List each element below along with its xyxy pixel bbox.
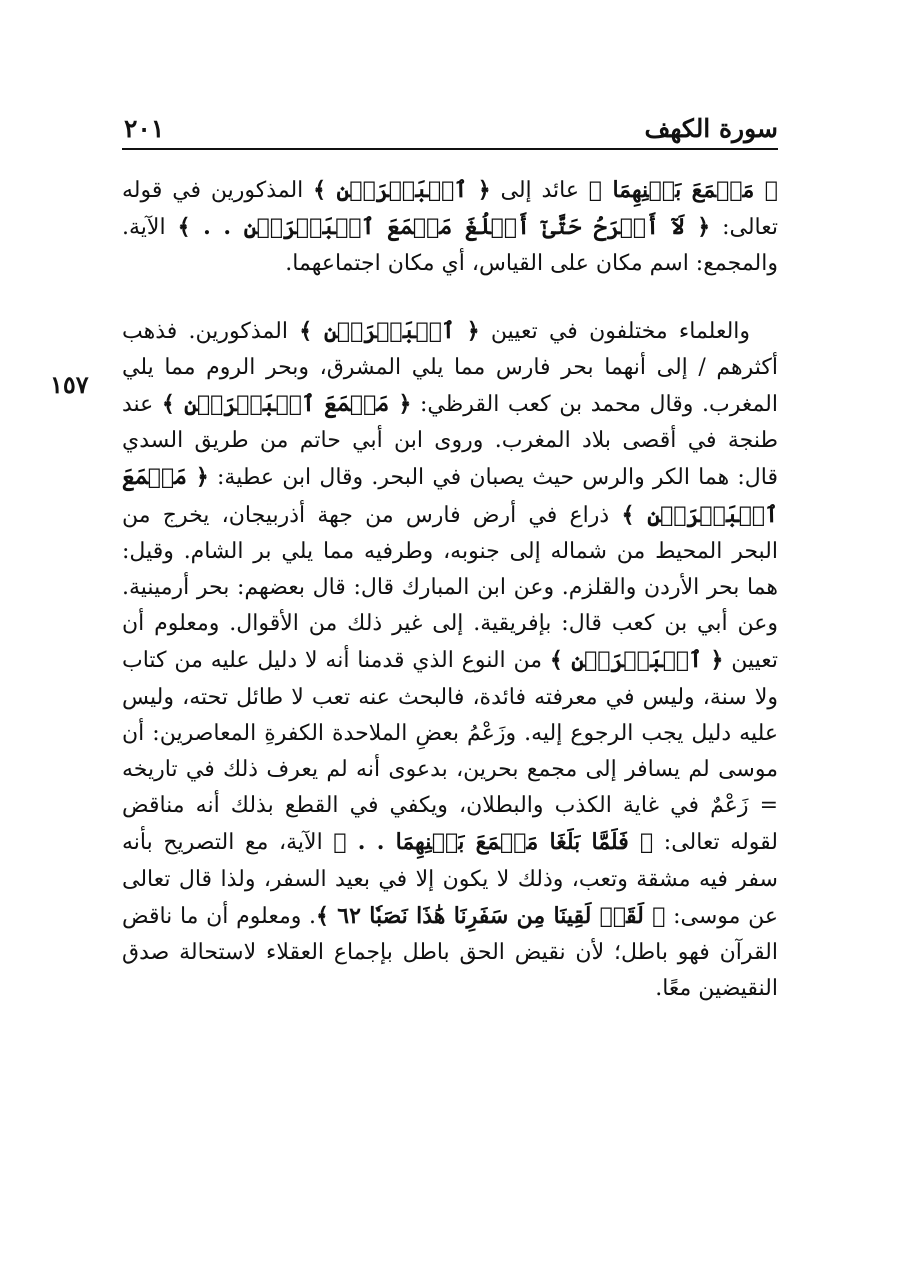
quran-quote: ﴿ مَجۡمَعَ بَيۡنِهِمَا ﴾: [588, 177, 778, 203]
body-text: [122, 172, 778, 1007]
paragraph-1: [122, 172, 778, 283]
text-segment: من النوع الذي قدمنا أنه لا دليل عليه من كتاب ولا سنة، وليس في معرفته فائدة، فالبحث عنه تعب لا طائل تحته، وليس عليه دليل يجب الرجوع إليه. وزَعْمُ بعضِ الملاحدة الكفرةِ المعاصرين: أن موسى لم يسافر إلى مجمع بحرين، بدعوى أنه لم يعرف ذلك في تاريخه = زَعْمٌ في غاية الكذب والبطلان، ويكفي في القطع بذلك أنه مناقض لقوله تعالى:: [122, 648, 778, 856]
quran-quote: ﴿ لَآ أَبۡرَحُ حَتَّىٰٓ أَبۡلُغَ مَجۡمَعَ ٱلۡبَحۡرَيۡنِ . . ﴾: [177, 214, 711, 241]
page-number: ٢٠١: [124, 114, 165, 143]
text-segment: ذراع في أرض فارس من جهة أذربيجان، يخرج من البحر المحيط من شماله إلى جنوبه، وطرفيه مما يلي بر الشام. وقيل: هما بحر الأردن والقلزم. وعن ابن المبارك قال: قال بعضهم: بحر أرمينية. وعن أبي بن كعب قال: بإفريقية. إلى غير ذلك من الأقوال. ومعلوم أن تعيين: [122, 502, 778, 674]
text-segment: . ومعلوم أن ما ناقض القرآن فهو باطل؛ لأن نقيض الحق باطل بإجماع العقلاء لاستحالة صدق النقيضين معًا.: [122, 903, 778, 1002]
quran-quote: ﴿ فَلَمَّا بَلَغَا مَجۡمَعَ بَيۡنِهِمَا . . ﴾: [333, 829, 654, 856]
quran-quote: ﴿ مَجۡمَعَ ٱلۡبَحۡرَيۡنِ ﴾: [161, 391, 412, 418]
paragraph-2: [122, 313, 778, 1008]
text-segment: عند طنجة في أقصى بلاد المغرب. وروى ابن أبي حاتم من طريق السدي قال: هما الكر والرس حيث يصبان في البحر. وقال ابن عطية:: [122, 392, 778, 491]
quran-quote: ﴿ ٱلۡبَحۡرَيۡنِ ﴾: [313, 177, 491, 203]
text-segment: الآية، مع التصريح بأنه سفر فيه مشقة وتعب، وذلك لا يكون إلا في بعيد السفر، ولذا قال تعالى عن موسى:: [122, 830, 778, 929]
quran-quote: ﴿ ٱلۡبَحۡرَيۡنِ ﴾: [549, 647, 724, 674]
quran-quote: ﴿ ٱلۡبَحۡرَيۡنِ ﴾: [299, 317, 480, 344]
margin-page-reference: ١٥٧: [50, 370, 89, 399]
page-header: [122, 112, 778, 150]
quran-quote: ﴿ مَجۡمَعَ ٱلۡبَحۡرَيۡنِ ﴾: [122, 464, 779, 528]
text-segment: المذكورين في قوله تعالى:: [122, 178, 778, 241]
text-segment: عائد إلى: [490, 178, 589, 203]
running-title: سورة الكهف: [644, 114, 778, 143]
text-segment: المذكورين. فذهب أكثرهم / إلى أنهما بحر فارس مما يلي المشرق، وبحر الروم مما يلي المغرب. وقال محمد بن كعب القرظي:: [122, 318, 778, 418]
text-segment: والعلماء مختلفون في تعيين: [479, 318, 751, 344]
text-segment: الآية. والمجمع: اسم مكان على القياس، أي مكان اجتماعهما.: [122, 215, 778, 277]
header-rule: [122, 148, 778, 150]
quran-quote: ﴿ لَقَدۡ لَقِينَا مِن سَفَرِنَا هَٰذَا نَصَبٗا ٦٢ ﴾: [316, 902, 666, 929]
